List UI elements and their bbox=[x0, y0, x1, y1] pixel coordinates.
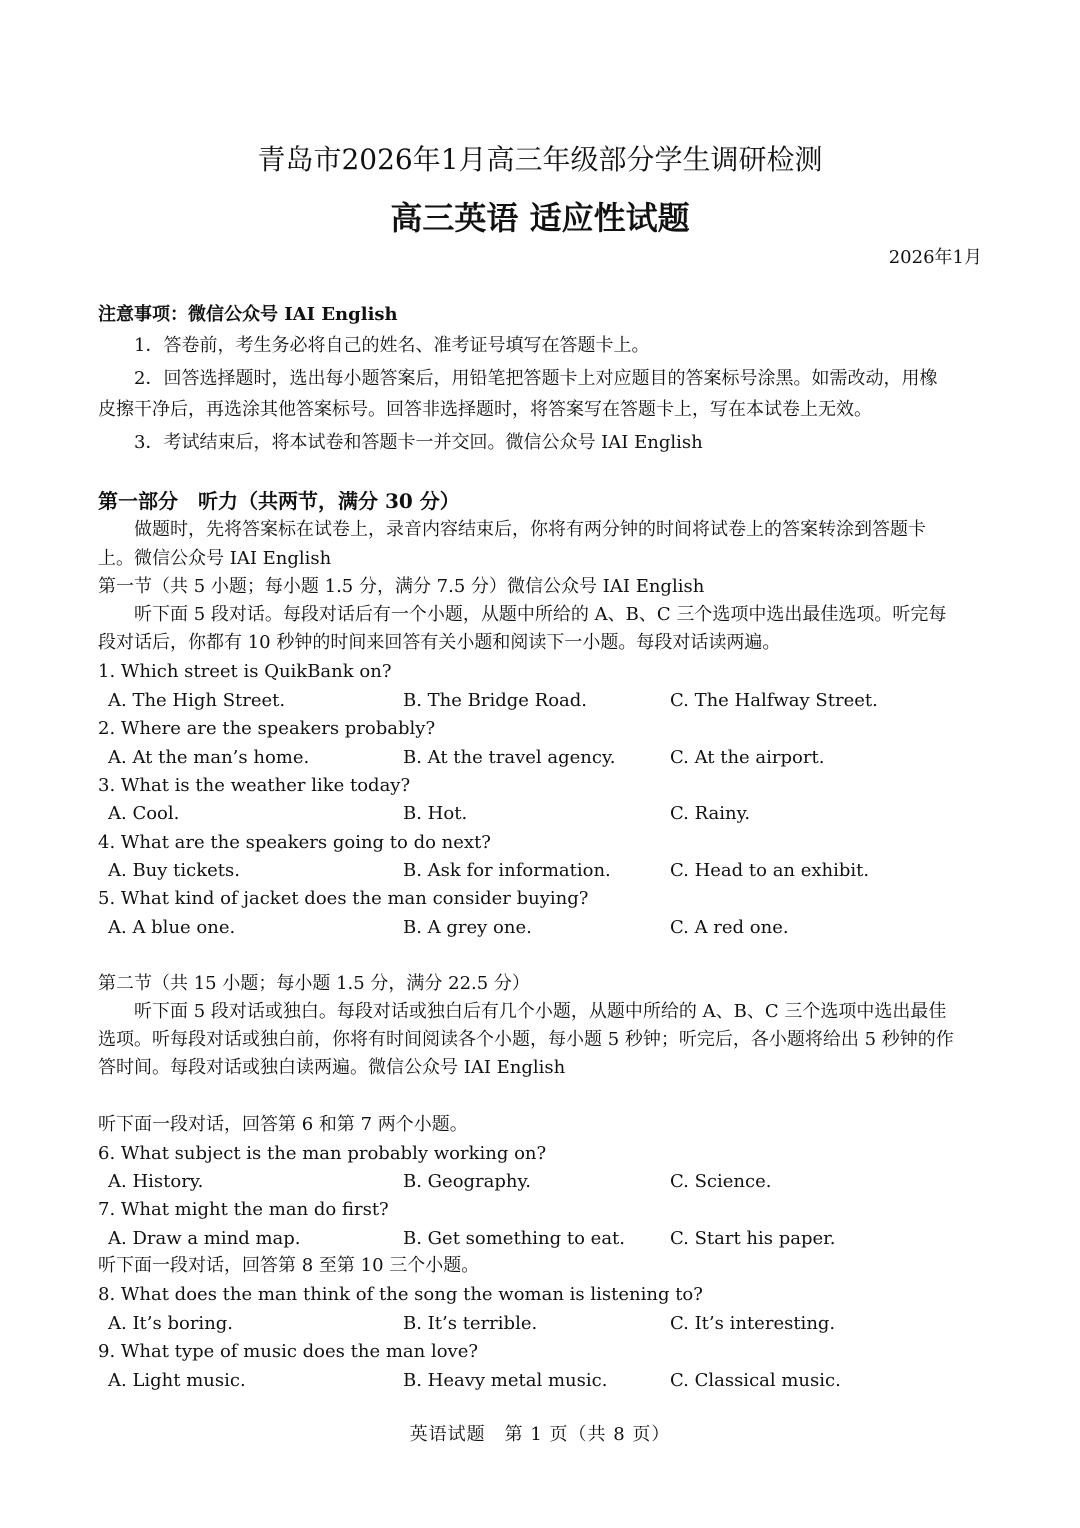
question: 1. Which street is QuikBank on? bbox=[98, 661, 392, 682]
option-c: C. Start his paper. bbox=[670, 1228, 836, 1249]
option-b: B. Heavy metal music. bbox=[403, 1370, 608, 1391]
option-a: A. A blue one. bbox=[108, 917, 236, 938]
option-b: B. At the travel agency. bbox=[403, 747, 616, 768]
option-c: C. Rainy. bbox=[670, 803, 751, 824]
part1-intro: 做题时，先将答案标在试卷上，录音内容结束后，你将有两分钟的时间将试卷上的答案转涂到答题卡 bbox=[134, 519, 926, 540]
question: 9. What type of music does the man love? bbox=[98, 1341, 479, 1362]
notice-item: 2．回答选择题时，选出每小题答案后，用铅笔把答题卡上对应题目的答案标号涂黑。如需改动，用橡 bbox=[134, 368, 938, 389]
notice-item: 1．答卷前，考生务必将自己的姓名、准考证号填写在答题卡上。 bbox=[134, 335, 650, 356]
notice-item: 皮擦干净后，再选涂其他答案标号。回答非选择题时，将答案写在答题卡上，写在本试卷上无效。 bbox=[98, 399, 872, 420]
option-b: B. Hot. bbox=[403, 803, 468, 824]
section1-heading: 第一节（共 5 小题；每小题 1.5 分，满分 7.5 分）微信公众号 IAI English bbox=[98, 576, 705, 597]
option-b: B. Geography. bbox=[403, 1171, 532, 1192]
section2-instructions: 答时间。每段对话或独白读两遍。微信公众号 IAI English bbox=[98, 1057, 566, 1078]
option-a: A. It’s boring. bbox=[108, 1313, 234, 1334]
question: 6. What subject is the man probably working on? bbox=[98, 1143, 547, 1164]
question: 5. What kind of jacket does the man consider buying? bbox=[98, 888, 589, 909]
option-c: C. The Halfway Street. bbox=[670, 690, 878, 711]
option-a: A. Draw a mind map. bbox=[108, 1228, 301, 1249]
section1-instructions: 听下面 5 段对话。每段对话后有一个小题，从题中所给的 A、B、C 三个选项中选出最佳选项。听完每 bbox=[134, 604, 947, 625]
exam-date: 2026年1月 bbox=[888, 247, 982, 268]
option-c: C. Science. bbox=[670, 1171, 772, 1192]
section2-instructions: 选项。听每段对话或独白前，你将有时间阅读各个小题，每小题 5 秒钟；听完后，各小题将给出 5 秒钟的作 bbox=[98, 1029, 954, 1050]
exam-title: 青岛市2026年1月高三年级部分学生调研检测 bbox=[257, 143, 823, 176]
option-c: C. It’s interesting. bbox=[670, 1313, 836, 1334]
option-b: B. Get something to eat. bbox=[403, 1228, 626, 1249]
page-footer: 英语试题 第 1 页（共 8 页） bbox=[409, 1424, 671, 1445]
option-c: C. At the airport. bbox=[670, 747, 825, 768]
option-b: B. The Bridge Road. bbox=[403, 690, 588, 711]
option-c: C. A red one. bbox=[670, 917, 789, 938]
option-a: A. History. bbox=[108, 1171, 204, 1192]
option-c: C. Classical music. bbox=[670, 1370, 841, 1391]
section2-instructions: 听下面 5 段对话或独白。每段对话或独白后有几个小题，从题中所给的 A、B、C 三个选项中选出最佳 bbox=[134, 1001, 947, 1022]
question: 8. What does the man think of the song the woman is listening to? bbox=[98, 1284, 703, 1305]
option-b: B. A grey one. bbox=[403, 917, 532, 938]
question: 2. Where are the speakers probably? bbox=[98, 718, 436, 739]
question: 7. What might the man do first? bbox=[98, 1199, 389, 1220]
group-instruction: 听下面一段对话，回答第 6 和第 7 两个小题。 bbox=[98, 1114, 468, 1135]
part1-intro: 上。微信公众号 IAI English bbox=[98, 548, 332, 569]
part1-heading: 第一部分 听力（共两节，满分 30 分） bbox=[98, 489, 460, 513]
option-c: C. Head to an exhibit. bbox=[670, 860, 870, 881]
section1-instructions: 段对话后，你都有 10 秒钟的时间来回答有关小题和阅读下一小题。每段对话读两遍。 bbox=[98, 632, 781, 653]
option-a: A. At the man’s home. bbox=[108, 747, 310, 768]
notice-heading: 注意事项：微信公众号 IAI English bbox=[98, 304, 398, 325]
question: 3. What is the weather like today? bbox=[98, 775, 411, 796]
section2-heading: 第二节（共 15 小题；每小题 1.5 分，满分 22.5 分） bbox=[98, 973, 530, 994]
question: 4. What are the speakers going to do next? bbox=[98, 832, 491, 853]
option-b: B. It’s terrible. bbox=[403, 1313, 538, 1334]
option-a: A. The High Street. bbox=[108, 690, 286, 711]
option-b: B. Ask for information. bbox=[403, 860, 611, 881]
group-instruction: 听下面一段对话，回答第 8 至第 10 三个小题。 bbox=[98, 1255, 480, 1276]
option-a: A. Buy tickets. bbox=[108, 860, 240, 881]
option-a: A. Light music. bbox=[108, 1370, 246, 1391]
exam-subtitle: 高三英语 适应性试题 bbox=[390, 199, 690, 237]
option-a: A. Cool. bbox=[108, 803, 180, 824]
notice-item: 3．考试结束后，将本试卷和答题卡一并交回。微信公众号 IAI English bbox=[134, 432, 703, 453]
